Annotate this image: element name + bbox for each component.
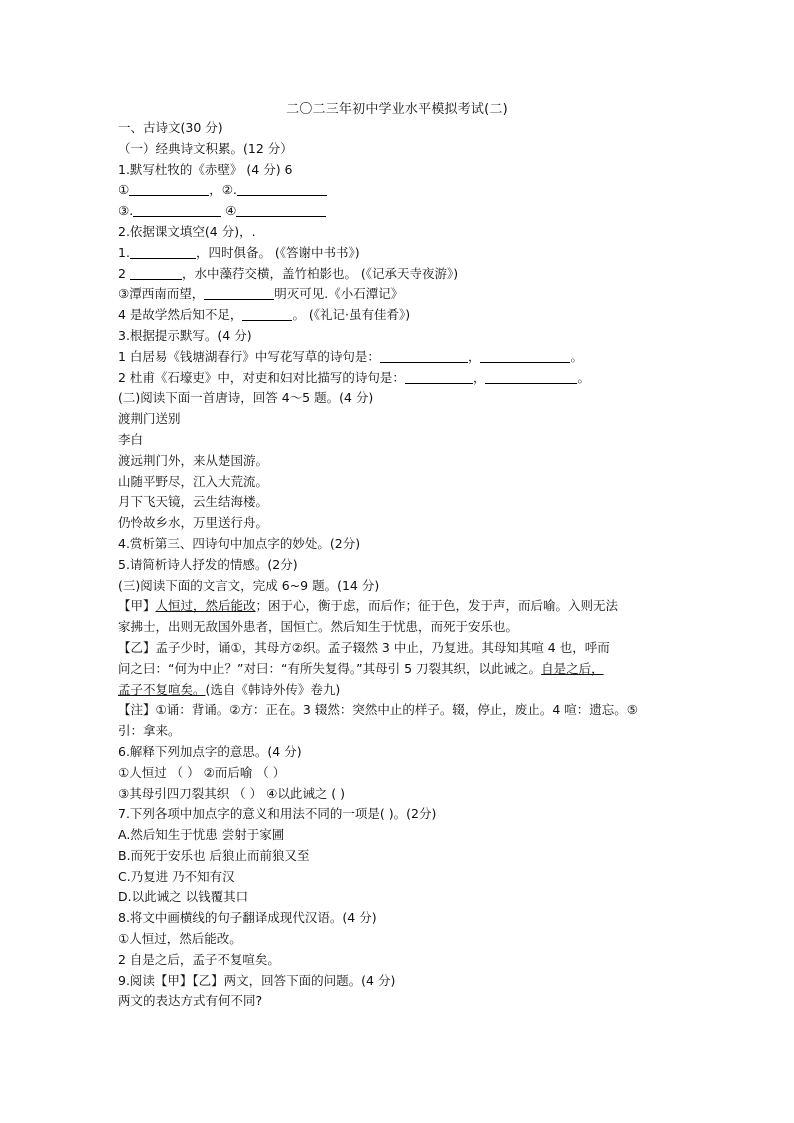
text-line: 仍怜故乡水，万里送行舟。 [118, 515, 269, 531]
text-line: 家拂士，出则无敌国外患者，国恒亡。然后知生于忧患，而死于安乐也。 [118, 619, 519, 635]
text-segment: 2 [118, 265, 130, 281]
text-line: 月下飞天镜，云生结海楼。 [118, 494, 269, 510]
text-segment: 1. [118, 244, 130, 260]
text-segment: ，水中藻荇交横，盖竹柏影也。 (《记承天寺夜游》) [181, 265, 459, 281]
text-line: (二)阅读下面一首唐诗，回答 4～5 题。(4 分) [118, 390, 374, 406]
text-line: 渡荆门送别 [118, 411, 181, 427]
text-segment: 问之曰：“何为中止？”对曰：“有所失复得。”其母引 5 刀裂其织，以此诫之。 [118, 660, 542, 676]
exam-content [118, 118, 698, 1012]
text-line: 9.阅读【甲】【乙】两文，回答下面的问题。(4 分) [118, 972, 396, 988]
answer-blank [204, 285, 274, 300]
text-segment: 4 是故学然后知不足， [118, 307, 243, 323]
text-line [118, 680, 698, 701]
text-segment: ① [118, 182, 130, 198]
text-line: 2 自是之后，孟子不复喧矣。 [118, 951, 280, 967]
text-line: 引：拿来。 [118, 723, 181, 739]
text-line [118, 638, 698, 659]
answer-blank [133, 202, 221, 217]
text-line [118, 284, 698, 305]
text-line [118, 305, 698, 326]
text-line: 3.根据提示默写。(4 分) [118, 327, 252, 343]
text-line [118, 368, 698, 389]
text-line: 6.解释下列加点字的意思。(4 分) [118, 743, 302, 759]
text-line: 2.依据课文填空(4 分)，. [118, 223, 256, 239]
text-segment: 1 白居易《钱塘湖春行》中写花写草的诗句是： [118, 348, 380, 364]
text-line: 5.请简析诗人抒发的情感。(2分) [118, 556, 298, 572]
text-line: 1.默写杜牧的《赤壁》 (4 分) 6 [118, 161, 293, 177]
text-line: (三)阅读下面的文言文，完成 6~9 题。(14 分) [118, 577, 380, 593]
answer-blank [236, 202, 326, 217]
answer-blank [242, 306, 292, 321]
text-line: A.然后知生于忧患 尝射于家圃 [118, 827, 285, 843]
text-segment: 。 [570, 348, 583, 364]
text-line [118, 243, 698, 264]
underlined-text: 人恒过，然后能改 [155, 598, 256, 614]
text-line: 李白 [118, 431, 144, 447]
text-line: ①人恒过，然后能改。 [118, 931, 242, 947]
text-segment: ， [467, 348, 481, 364]
answer-blank [405, 369, 473, 384]
text-line: 渡远荆门外，来从楚国游。 [118, 452, 269, 468]
text-line [118, 596, 698, 617]
text-line [118, 347, 698, 368]
text-line: B.而死于安乐也 后狼止而前狼又至 [118, 847, 310, 863]
text-line: 8.将文中画横线的句子翻译成现代汉语。(4 分) [118, 910, 377, 926]
text-segment: 【乙】孟子少时，诵①，其母方②织。孟子辍然 3 中止，乃复进。其母知其喧 4 也，呼而 [118, 639, 610, 655]
text-line: 两文的表达方式有何不同? [118, 993, 263, 1009]
text-segment: ，四时俱备。 (《答谢中书书》) [195, 244, 360, 260]
text-segment: 【甲】 [118, 598, 156, 614]
text-line: 【注】①诵：背诵。②方：正在。3 辍然：突然中止的样子。辍，停止，废止。4 喧：遗忘。⑤ [118, 702, 638, 718]
exam-title: 二〇二三年初中学业水平模拟考试(二) [286, 102, 508, 117]
text-line [118, 180, 698, 201]
answer-blank [485, 369, 577, 384]
text-line: ①人恒过 （ ） ②而后喻 （ ） [118, 764, 286, 780]
text-segment: ③. [118, 203, 134, 219]
answer-blank [129, 181, 209, 196]
text-line: （一）经典诗文积累。(12 分） [118, 140, 293, 156]
underlined-text: 自是之后， [541, 660, 604, 676]
text-line: 一、古诗文(30 分) [118, 120, 223, 135]
answer-blank [130, 244, 196, 259]
text-line: 山随平野尽，江入大荒流。 [118, 473, 269, 489]
text-segment: ，②. [209, 182, 237, 198]
text-segment: ④ [221, 203, 237, 219]
answer-blank [130, 265, 182, 280]
text-segment: ；困于心，衡于虑，而后作；征于色，发于声，而后喻。入则无法 [255, 598, 619, 614]
text-line: C.乃复进 乃不知有汉 [118, 868, 235, 884]
text-line [118, 659, 698, 680]
text-line: ③其母引四刀裂其织 （ ） ④以此诫之 ( ) [118, 785, 346, 801]
underlined-text: 孟子不复喧矣。 [118, 681, 206, 697]
text-segment: 。 (《礼记·虽有佳肴》) [292, 307, 411, 323]
answer-blank [237, 181, 327, 196]
text-line [118, 201, 698, 222]
text-segment: (选自《韩诗外传》卷九) [205, 681, 341, 697]
text-segment: 明灭可见.《小石潭记》 [274, 286, 404, 302]
text-line: D.以此诫之 以钱覆其口 [118, 889, 249, 905]
answer-blank [380, 348, 468, 363]
answer-blank [480, 348, 570, 363]
text-segment: 2 杜甫《石壕吏》中，对吏和妇对比描写的诗句是： [118, 369, 405, 385]
text-line [118, 264, 698, 285]
text-line: 4.赏析第三、四诗句中加点字的妙处。(2分) [118, 535, 361, 551]
text-segment: 。 [577, 369, 590, 385]
text-line: 7.下列各项中加点字的意义和用法不同的一项是( )。(2分) [118, 806, 437, 822]
text-segment: ③潭西南而望， [118, 286, 205, 302]
text-segment: ， [472, 369, 486, 385]
